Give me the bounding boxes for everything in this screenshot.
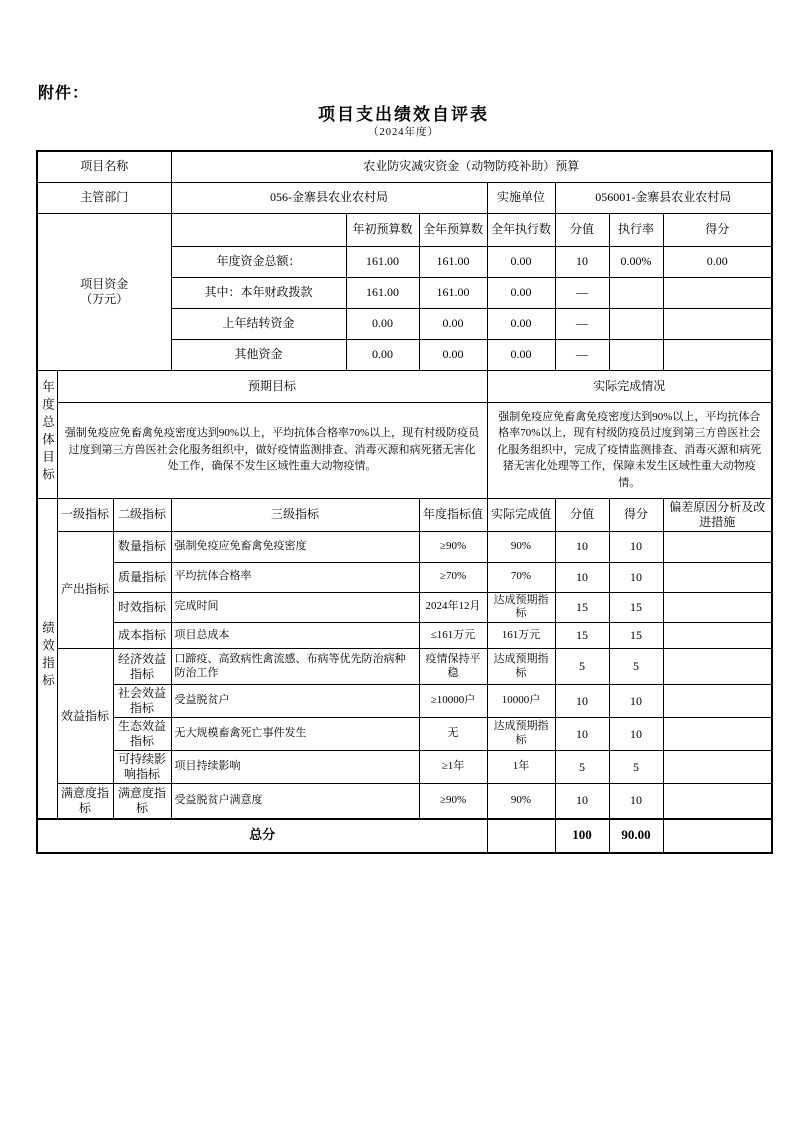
deviation-cell [663, 531, 772, 562]
score-cell: 15 [609, 592, 663, 623]
level2-cell: 成本指标 [113, 623, 171, 649]
score-cell: 5 [609, 649, 663, 685]
target-cell: ≥90% [419, 784, 487, 819]
funding-annual-budget: 161.00 [419, 246, 487, 277]
deviation-cell [663, 592, 772, 623]
funding-weight: 10 [555, 246, 609, 277]
indicator-row-economic [37, 649, 772, 685]
actual-completion-header: 实际完成情况 [487, 370, 772, 402]
funding-score: 0.00 [663, 246, 772, 277]
score-cell: 10 [609, 531, 663, 562]
total-label: 总分 [37, 819, 487, 853]
weight-cell: 10 [555, 685, 609, 718]
weight-cell: 5 [555, 649, 609, 685]
project-name-row [37, 151, 772, 182]
funding-label-line2: （万元） [80, 291, 129, 306]
funding-header-row [37, 213, 772, 246]
total-empty-cell [487, 819, 555, 853]
funding-header-weight: 分值 [555, 213, 609, 246]
target-cell: ≥90% [419, 531, 487, 562]
funding-label-line1: 项目资金 [80, 276, 129, 291]
level2-cell: 时效指标 [113, 592, 171, 623]
weight-cell: 10 [555, 562, 609, 592]
implement-unit-value: 056001-金寨县农业农村局 [555, 182, 772, 213]
total-score: 90.00 [609, 819, 663, 853]
deviation-cell [663, 718, 772, 751]
level2-cell: 经济效益指标 [113, 649, 171, 685]
project-name-label: 项目名称 [37, 151, 171, 182]
weight-cell: 5 [555, 751, 609, 784]
target-cell: ≤161万元 [419, 623, 487, 649]
funding-executed: 0.00 [487, 308, 555, 339]
header-level3: 三级指标 [171, 498, 419, 531]
funding-annual-budget: 0.00 [419, 308, 487, 339]
funding-weight: — [555, 339, 609, 370]
funding-executed: 0.00 [487, 246, 555, 277]
funding-row-label: 年度资金总额： [171, 246, 346, 277]
funding-header-exec-rate: 执行率 [609, 213, 663, 246]
header-level1: 一级指标 [57, 498, 113, 531]
annual-goal-header-row [37, 370, 772, 402]
funding-executed: 0.00 [487, 339, 555, 370]
funding-exec-rate [609, 308, 663, 339]
level3-cell: 受益脱贫户 [171, 685, 419, 718]
level1-benefit: 效益指标 [57, 649, 113, 784]
level2-cell: 生态效益指标 [113, 718, 171, 751]
deviation-cell [663, 623, 772, 649]
level2-cell: 社会效益指标 [113, 685, 171, 718]
page-title: 项目支出绩效自评表 [318, 105, 489, 124]
level2-cell: 可持续影响指标 [113, 751, 171, 784]
funding-initial-budget: 161.00 [346, 277, 419, 308]
indicator-row-sustainability [37, 751, 772, 784]
deviation-cell [663, 751, 772, 784]
header-deviation: 偏差原因分析及改进措施 [663, 498, 772, 531]
target-cell: ≥1年 [419, 751, 487, 784]
total-row [37, 819, 772, 853]
department-row [37, 182, 772, 213]
level3-cell: 完成时间 [171, 592, 419, 623]
header-level2: 二级指标 [113, 498, 171, 531]
funding-header-empty [171, 213, 346, 246]
funding-header-annual-budget: 全年预算数 [419, 213, 487, 246]
funding-score [663, 277, 772, 308]
actual-cell: 达成预期指标 [487, 592, 555, 623]
level2-cell: 满意度指标 [113, 784, 171, 819]
level1-satisfaction: 满意度指标 [57, 784, 113, 819]
weight-cell: 15 [555, 592, 609, 623]
indicator-row-quantity [37, 531, 772, 562]
indicator-row-cost [37, 623, 772, 649]
implement-unit-label: 实施单位 [487, 182, 555, 213]
indicators-header-row [37, 498, 772, 531]
expected-goal-text: 强制免疫应免畜禽免疫密度达到90%以上，平均抗体合格率70%以上，现有村级防疫员过度到第三方兽医社会化服务组织中，做好疫情监测排查、消毒灭源和病死猪无害化处工作，确保不发生区域性重大动物疫情。 [57, 402, 487, 498]
funding-initial-budget: 0.00 [346, 308, 419, 339]
actual-cell: 达成预期指标 [487, 718, 555, 751]
funding-header-initial-budget: 年初预算数 [346, 213, 419, 246]
annual-goal-content-row [37, 402, 772, 498]
actual-cell: 1年 [487, 751, 555, 784]
project-name-value: 农业防灾减灾资金（动物防疫补助）预算 [171, 151, 772, 182]
score-cell: 15 [609, 623, 663, 649]
indicator-row-social [37, 685, 772, 718]
deviation-cell [663, 562, 772, 592]
funding-header-executed: 全年执行数 [487, 213, 555, 246]
actual-cell: 达成预期指标 [487, 649, 555, 685]
actual-cell: 70% [487, 562, 555, 592]
annual-goal-side-label [37, 370, 57, 498]
indicator-row-quality [37, 562, 772, 592]
funding-executed: 0.00 [487, 277, 555, 308]
annual-goal-side-text: 年度总体目标 [40, 379, 55, 485]
indicators-side-text: 绩效指标 [40, 621, 55, 691]
level3-cell: 平均抗体合格率 [171, 562, 419, 592]
funding-row-label: 上年结转资金 [171, 308, 346, 339]
attachment-label: 附件： [38, 85, 90, 102]
level3-cell: 强制免疫应免畜禽免疫密度 [171, 531, 419, 562]
header-target: 年度指标值 [419, 498, 487, 531]
level3-cell: 无大规模畜禽死亡事件发生 [171, 718, 419, 751]
funding-score [663, 339, 772, 370]
actual-completion-text: 强制免疫应免畜禽免疫密度达到90%以上，平均抗体合格率70%以上，现有村级防疫员过度到第三方兽医社会化服务组织中，完成了疫情监测排查、消毒灭源和病死猪无害化处理等工作，保障未发生区域性重大动物疫情。 [487, 402, 772, 498]
deviation-cell [663, 784, 772, 819]
funding-weight: — [555, 308, 609, 339]
weight-cell: 10 [555, 784, 609, 819]
weight-cell: 10 [555, 531, 609, 562]
score-cell: 5 [609, 751, 663, 784]
header-weight: 分值 [555, 498, 609, 531]
level3-cell: 项目持续影响 [171, 751, 419, 784]
indicator-row-ecological [37, 718, 772, 751]
funding-initial-budget: 0.00 [346, 339, 419, 370]
actual-cell: 161万元 [487, 623, 555, 649]
score-cell: 10 [609, 562, 663, 592]
target-cell: 疫情保持平稳 [419, 649, 487, 685]
header-actual: 实际完成值 [487, 498, 555, 531]
indicator-row-satisfaction [37, 784, 772, 819]
actual-cell: 90% [487, 531, 555, 562]
score-cell: 10 [609, 718, 663, 751]
funding-section-label [37, 213, 171, 370]
funding-weight: — [555, 277, 609, 308]
level1-output: 产出指标 [57, 531, 113, 649]
deviation-cell [663, 685, 772, 718]
level3-cell: 受益脱贫户满意度 [171, 784, 419, 819]
score-cell: 10 [609, 784, 663, 819]
expected-goal-header: 预期目标 [57, 370, 487, 402]
funding-exec-rate [609, 277, 663, 308]
total-weight: 100 [555, 819, 609, 853]
funding-exec-rate [609, 339, 663, 370]
total-deviation-cell [663, 819, 772, 853]
deviation-cell [663, 649, 772, 685]
target-cell: ≥70% [419, 562, 487, 592]
target-cell: ≥10000户 [419, 685, 487, 718]
weight-cell: 15 [555, 623, 609, 649]
target-cell: 无 [419, 718, 487, 751]
level2-cell: 质量指标 [113, 562, 171, 592]
header-score: 得分 [609, 498, 663, 531]
funding-initial-budget: 161.00 [346, 246, 419, 277]
funding-row-label: 其他资金 [171, 339, 346, 370]
funding-exec-rate: 0.00% [609, 246, 663, 277]
funding-row-label: 其中：本年财政拨款 [171, 277, 346, 308]
department-label: 主管部门 [37, 182, 171, 213]
page-subtitle: （2024年度） [368, 127, 439, 138]
indicator-row-timeliness [37, 592, 772, 623]
funding-score [663, 308, 772, 339]
funding-annual-budget: 0.00 [419, 339, 487, 370]
self-evaluation-table [36, 150, 773, 854]
level3-cell: 口蹄疫、高致病性禽流感、布病等优先防治病种防治工作 [171, 649, 419, 685]
funding-header-score: 得分 [663, 213, 772, 246]
score-cell: 10 [609, 685, 663, 718]
level3-cell: 项目总成本 [171, 623, 419, 649]
actual-cell: 10000户 [487, 685, 555, 718]
department-value: 056-金寨县农业农村局 [171, 182, 487, 213]
weight-cell: 10 [555, 718, 609, 751]
funding-annual-budget: 161.00 [419, 277, 487, 308]
actual-cell: 90% [487, 784, 555, 819]
level2-cell: 数量指标 [113, 531, 171, 562]
target-cell: 2024年12月 [419, 592, 487, 623]
indicators-side-label [37, 498, 57, 819]
